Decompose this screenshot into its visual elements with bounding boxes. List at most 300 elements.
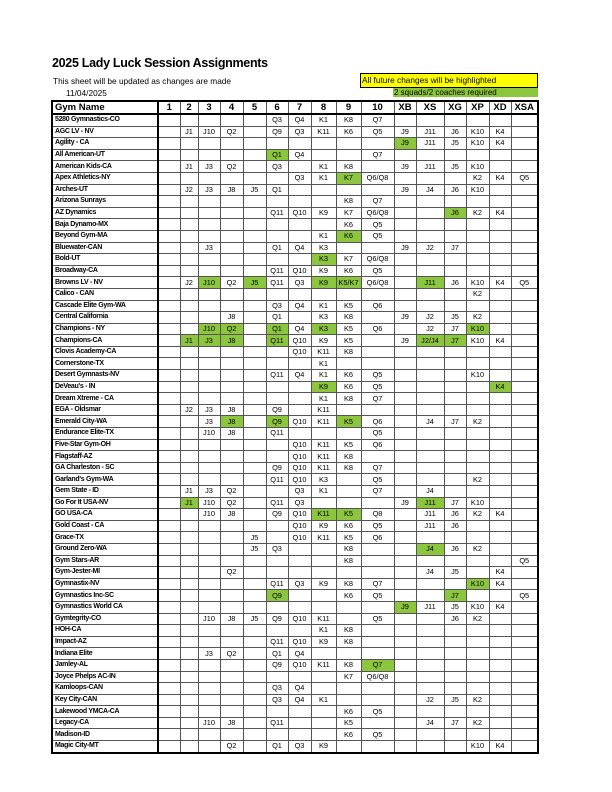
- column-header-xb: XB: [394, 101, 416, 114]
- assignment-cell: K8: [336, 161, 361, 173]
- assignment-cell: K7: [336, 254, 361, 266]
- gym-name: Champions - NY: [52, 323, 158, 335]
- assignment-cell: [511, 207, 538, 219]
- gym-name: Gymtegrity-CO: [52, 613, 158, 625]
- assignment-cell: Q10: [288, 462, 311, 474]
- assignment-cell: [444, 439, 466, 451]
- assignment-cell: K5: [336, 300, 361, 312]
- assignment-cell: [336, 648, 361, 660]
- assignment-cell: [444, 300, 466, 312]
- assignment-cell: [266, 555, 288, 567]
- assignment-cell: [416, 254, 444, 266]
- assignment-cell: K1: [311, 358, 336, 370]
- assignment-cell: [416, 683, 444, 695]
- assignment-cell: [198, 451, 220, 463]
- assignment-cell: [336, 404, 361, 416]
- assignment-cell: [394, 114, 416, 126]
- assignment-cell: [444, 381, 466, 393]
- gym-name: Agility - CA: [52, 138, 158, 150]
- assignment-cell: [511, 312, 538, 324]
- assignment-cell: [489, 497, 511, 509]
- assignment-cell: [511, 625, 538, 637]
- highlighted-assignment-cell: J8: [220, 335, 243, 347]
- assignment-cell: [198, 706, 220, 718]
- assignment-cell: Q11: [266, 277, 288, 289]
- assignment-cell: [266, 254, 288, 266]
- assignment-cell: [220, 346, 243, 358]
- assignment-cell: Q11: [266, 370, 288, 382]
- assignment-cell: [394, 358, 416, 370]
- assignment-cell: Q11: [266, 428, 288, 440]
- assignment-cell: [158, 184, 180, 196]
- column-header-xsa: XSA: [511, 101, 538, 114]
- gym-name: Gym-Jester-MI: [52, 567, 158, 579]
- column-header-1: 1: [158, 101, 180, 114]
- assignment-cell: J6: [444, 543, 466, 555]
- highlighted-assignment-cell: K5/K7: [336, 277, 361, 289]
- assignment-cell: [158, 370, 180, 382]
- assignment-cell: K9: [311, 207, 336, 219]
- assignment-cell: Q2: [220, 497, 243, 509]
- assignment-cell: [416, 451, 444, 463]
- assignment-cell: [489, 184, 511, 196]
- assignment-cell: [511, 230, 538, 242]
- assignment-cell: Q4: [288, 149, 311, 161]
- assignment-cell: [158, 590, 180, 602]
- assignment-cell: [394, 451, 416, 463]
- assignment-cell: [158, 277, 180, 289]
- column-header-xp: XP: [466, 101, 489, 114]
- assignment-cell: [394, 219, 416, 231]
- assignment-cell: [361, 335, 394, 347]
- assignment-cell: [158, 265, 180, 277]
- assignment-cell: [180, 439, 198, 451]
- assignment-cell: K2: [466, 288, 489, 300]
- assignment-cell: K5: [336, 335, 361, 347]
- assignment-cell: [288, 590, 311, 602]
- subtitle: This sheet will be updated as changes are made: [53, 76, 232, 86]
- highlighted-assignment-cell: K3: [311, 254, 336, 266]
- highlighted-assignment-cell: J8: [220, 416, 243, 428]
- assignment-cell: [466, 486, 489, 498]
- assignment-cell: [511, 138, 538, 150]
- assignment-cell: [416, 114, 444, 126]
- assignment-cell: [158, 242, 180, 254]
- assignment-cell: [198, 300, 220, 312]
- highlighted-assignment-cell: Q9: [266, 590, 288, 602]
- assignment-cell: [198, 636, 220, 648]
- assignment-cell: [361, 451, 394, 463]
- assignment-cell: [489, 230, 511, 242]
- assignment-cell: [158, 393, 180, 405]
- assignment-cell: [466, 381, 489, 393]
- assignment-cell: [243, 404, 266, 416]
- assignment-cell: Q9: [266, 613, 288, 625]
- assignment-cell: K8: [336, 625, 361, 637]
- assignment-cell: J8: [220, 404, 243, 416]
- assignment-cell: [416, 196, 444, 208]
- assignment-cell: [466, 451, 489, 463]
- assignment-cell: [361, 358, 394, 370]
- table-row: [52, 416, 538, 428]
- assignment-cell: [444, 578, 466, 590]
- highlighted-assignment-cell: K9: [311, 277, 336, 289]
- assignment-cell: [511, 393, 538, 405]
- assignment-cell: K4: [489, 741, 511, 753]
- column-header-2: 2: [180, 101, 198, 114]
- table-row: [52, 114, 538, 126]
- assignment-cell: [220, 196, 243, 208]
- assignment-cell: [220, 520, 243, 532]
- assignment-cell: [158, 683, 180, 695]
- assignment-cell: J9: [394, 184, 416, 196]
- assignment-cell: [288, 393, 311, 405]
- table-row: [52, 555, 538, 567]
- assignment-cell: [466, 555, 489, 567]
- assignment-cell: [361, 683, 394, 695]
- gym-name: Clovis Academy-CA: [52, 346, 158, 358]
- highlighted-assignment-cell: J4: [416, 543, 444, 555]
- assignment-cell: [243, 486, 266, 498]
- table-row: [52, 300, 538, 312]
- assignment-cell: [511, 300, 538, 312]
- assignment-cell: [198, 439, 220, 451]
- assignment-cell: K6: [336, 126, 361, 138]
- assignment-cell: [158, 509, 180, 521]
- assignment-cell: [336, 288, 361, 300]
- assignment-cell: [394, 532, 416, 544]
- assignment-cell: [220, 625, 243, 637]
- assignment-cell: K4: [489, 126, 511, 138]
- assignment-cell: J11: [416, 601, 444, 613]
- gym-name: Bluewater-CAN: [52, 242, 158, 254]
- assignment-cell: K4: [489, 578, 511, 590]
- gym-name: Broadway-CA: [52, 265, 158, 277]
- assignment-cell: J8: [220, 613, 243, 625]
- assignment-cell: [243, 114, 266, 126]
- assignment-cell: [511, 567, 538, 579]
- assignment-cell: Q4: [288, 114, 311, 126]
- table-row: [52, 230, 538, 242]
- gym-name: Madison-ID: [52, 729, 158, 741]
- assignment-cell: [444, 474, 466, 486]
- assignment-cell: [180, 138, 198, 150]
- assignment-cell: [489, 323, 511, 335]
- gym-name: HOH-CA: [52, 625, 158, 637]
- table-row: [52, 172, 538, 184]
- gym-name: Arches-UT: [52, 184, 158, 196]
- assignment-cell: [489, 149, 511, 161]
- assignment-cell: J9: [394, 126, 416, 138]
- assignment-cell: [444, 659, 466, 671]
- table-row: [52, 393, 538, 405]
- assignment-cell: Q5: [361, 729, 394, 741]
- assignment-cell: [198, 683, 220, 695]
- assignment-cell: [180, 590, 198, 602]
- assignment-cell: K8: [336, 393, 361, 405]
- assignment-cell: [416, 706, 444, 718]
- gym-name: Dream Xtreme - CA: [52, 393, 158, 405]
- gym-name: Indiana Elite: [52, 648, 158, 660]
- assignment-cell: [394, 509, 416, 521]
- assignment-cell: [180, 428, 198, 440]
- assignment-cell: [489, 532, 511, 544]
- assignment-cell: [394, 543, 416, 555]
- assignment-cell: [158, 741, 180, 753]
- assignment-cell: Q3: [266, 114, 288, 126]
- assignment-cell: Q7: [361, 114, 394, 126]
- assignment-cell: [266, 381, 288, 393]
- highlighted-assignment-cell: J11: [416, 497, 444, 509]
- assignment-cell: J2: [416, 694, 444, 706]
- assignment-cell: [394, 207, 416, 219]
- assignment-cell: [180, 625, 198, 637]
- assignment-cell: K10: [466, 277, 489, 289]
- assignment-cell: J5: [243, 543, 266, 555]
- gym-name: Grace-TX: [52, 532, 158, 544]
- assignment-cell: [361, 288, 394, 300]
- assignment-cell: Q10: [288, 439, 311, 451]
- assignment-cell: [220, 381, 243, 393]
- assignment-cell: J3: [198, 242, 220, 254]
- assignment-cell: K6: [336, 729, 361, 741]
- assignment-cell: Q2: [220, 277, 243, 289]
- assignment-cell: [416, 300, 444, 312]
- assignment-cell: [394, 254, 416, 266]
- assignment-cell: [180, 370, 198, 382]
- assignment-cell: J7: [444, 323, 466, 335]
- assignment-cell: J9: [394, 242, 416, 254]
- assignment-cell: [336, 184, 361, 196]
- assignment-cell: Q11: [266, 717, 288, 729]
- assignment-cell: Q5: [361, 520, 394, 532]
- assignment-cell: Q1: [266, 312, 288, 324]
- assignment-cell: [158, 149, 180, 161]
- highlighted-assignment-cell: K5: [336, 416, 361, 428]
- assignment-cell: [288, 428, 311, 440]
- assignment-cell: [466, 265, 489, 277]
- assignment-cell: [180, 300, 198, 312]
- assignment-cell: K8: [336, 462, 361, 474]
- table-row: [52, 161, 538, 173]
- assignment-cell: [266, 671, 288, 683]
- assignment-cell: [394, 277, 416, 289]
- assignment-cell: [158, 567, 180, 579]
- assignment-cell: [489, 636, 511, 648]
- gym-name: Kamloops-CAN: [52, 683, 158, 695]
- assignment-cell: [416, 532, 444, 544]
- assignment-cell: Q5: [511, 172, 538, 184]
- assignment-cell: [198, 346, 220, 358]
- assignment-cell: [220, 636, 243, 648]
- assignment-cell: K10: [466, 497, 489, 509]
- assignment-cell: [511, 462, 538, 474]
- assignment-cell: K11: [311, 659, 336, 671]
- assignment-cell: K4: [489, 509, 511, 521]
- assignment-cell: [311, 497, 336, 509]
- assignment-cell: K2: [466, 474, 489, 486]
- highlighted-assignment-cell: J7: [444, 590, 466, 602]
- assignment-cell: [243, 416, 266, 428]
- assignment-cell: K3: [311, 242, 336, 254]
- assignment-cell: [416, 636, 444, 648]
- highlighted-assignment-cell: K9: [311, 381, 336, 393]
- assignment-cell: [266, 219, 288, 231]
- assignment-cell: J3: [198, 184, 220, 196]
- assignment-cell: [489, 590, 511, 602]
- assignment-cell: [198, 694, 220, 706]
- assignment-cell: [243, 683, 266, 695]
- table-row: [52, 277, 538, 289]
- assignment-cell: [416, 428, 444, 440]
- assignment-cell: [180, 358, 198, 370]
- assignment-cell: [444, 114, 466, 126]
- assignment-cell: [489, 671, 511, 683]
- assignment-cell: [243, 625, 266, 637]
- assignment-cell: [444, 683, 466, 695]
- table-row: [52, 648, 538, 660]
- assignment-cell: [243, 254, 266, 266]
- assignment-cell: [416, 288, 444, 300]
- assignment-cell: [361, 717, 394, 729]
- table-row: [52, 451, 538, 463]
- column-header-xd: XD: [489, 101, 511, 114]
- assignments-table: [51, 100, 539, 754]
- assignment-cell: [466, 114, 489, 126]
- assignment-cell: [180, 230, 198, 242]
- assignment-cell: Q6/Q8: [361, 254, 394, 266]
- assignment-cell: J10: [198, 126, 220, 138]
- assignment-cell: [394, 323, 416, 335]
- assignment-cell: K1: [311, 370, 336, 382]
- assignment-cell: [466, 683, 489, 695]
- assignment-cell: [180, 393, 198, 405]
- assignment-cell: [220, 451, 243, 463]
- assignment-cell: Q2: [220, 126, 243, 138]
- assignment-cell: [180, 254, 198, 266]
- assignment-cell: Q3: [288, 578, 311, 590]
- assignment-cell: [489, 265, 511, 277]
- assignment-cell: Q4: [288, 300, 311, 312]
- assignment-cell: Q5: [361, 219, 394, 231]
- assignment-cell: [220, 358, 243, 370]
- header-row: [52, 101, 538, 114]
- gym-name: Cascade Elite Gym-WA: [52, 300, 158, 312]
- assignment-cell: K10: [466, 601, 489, 613]
- assignment-cell: [243, 242, 266, 254]
- highlighted-assignment-cell: J11: [416, 277, 444, 289]
- assignment-cell: [243, 196, 266, 208]
- column-header-3: 3: [198, 101, 220, 114]
- table-row: [52, 184, 538, 196]
- assignment-cell: [444, 370, 466, 382]
- assignment-cell: [489, 659, 511, 671]
- assignment-cell: [416, 462, 444, 474]
- assignment-cell: [180, 219, 198, 231]
- assignment-cell: [336, 428, 361, 440]
- assignment-cell: [180, 207, 198, 219]
- assignment-cell: K6: [336, 520, 361, 532]
- assignment-cell: [511, 404, 538, 416]
- assignment-cell: J5: [444, 601, 466, 613]
- assignment-cell: [361, 694, 394, 706]
- assignment-cell: [158, 462, 180, 474]
- table-row: [52, 601, 538, 613]
- assignment-cell: Q3: [288, 277, 311, 289]
- assignment-cell: Q3: [288, 497, 311, 509]
- highlighted-assignment-cell: Q11: [266, 335, 288, 347]
- assignment-cell: [416, 358, 444, 370]
- assignment-cell: K1: [311, 300, 336, 312]
- assignment-cell: [158, 613, 180, 625]
- gym-name: GA Charleston - SC: [52, 462, 158, 474]
- assignment-cell: J8: [220, 428, 243, 440]
- assignment-cell: [180, 648, 198, 660]
- column-header-5: 5: [243, 101, 266, 114]
- assignment-cell: [394, 381, 416, 393]
- assignment-cell: K9: [311, 520, 336, 532]
- assignment-cell: [511, 543, 538, 555]
- column-header-gym-name: Gym Name: [52, 101, 158, 114]
- assignment-cell: [180, 636, 198, 648]
- assignment-cell: [511, 358, 538, 370]
- assignment-cell: K8: [336, 114, 361, 126]
- assignment-cell: [288, 706, 311, 718]
- assignment-cell: [466, 625, 489, 637]
- column-header-4: 4: [220, 101, 243, 114]
- assignment-cell: [198, 532, 220, 544]
- assignment-cell: [489, 717, 511, 729]
- highlighted-assignment-cell: J9: [394, 601, 416, 613]
- assignment-cell: [266, 230, 288, 242]
- highlighted-assignment-cell: Q2: [220, 323, 243, 335]
- assignment-cell: [361, 555, 394, 567]
- assignment-cell: [158, 578, 180, 590]
- assignment-cell: [416, 404, 444, 416]
- assignment-cell: [394, 172, 416, 184]
- assignment-cell: [180, 706, 198, 718]
- assignment-cell: [243, 717, 266, 729]
- assignment-cell: [416, 613, 444, 625]
- highlighted-assignment-cell: K3: [311, 323, 336, 335]
- assignment-cell: [198, 520, 220, 532]
- assignment-cell: [416, 265, 444, 277]
- assignment-cell: [394, 613, 416, 625]
- assignment-cell: [220, 242, 243, 254]
- table-row: [52, 741, 538, 753]
- assignment-cell: [266, 486, 288, 498]
- assignment-cell: [444, 358, 466, 370]
- table-row: [52, 346, 538, 358]
- assignment-cell: [220, 578, 243, 590]
- assignment-cell: [489, 254, 511, 266]
- assignment-cell: [444, 265, 466, 277]
- assignment-cell: [158, 219, 180, 231]
- assignment-cell: [180, 717, 198, 729]
- assignment-cell: J3: [198, 486, 220, 498]
- assignment-cell: [466, 729, 489, 741]
- assignment-cell: [220, 683, 243, 695]
- gym-name: Central California: [52, 312, 158, 324]
- assignment-cell: [394, 729, 416, 741]
- assignment-cell: K11: [311, 346, 336, 358]
- assignment-cell: [394, 196, 416, 208]
- assignment-cell: [394, 288, 416, 300]
- assignment-cell: [466, 404, 489, 416]
- assignment-cell: K7: [336, 671, 361, 683]
- assignment-cell: Q7: [361, 149, 394, 161]
- assignment-cell: J3: [198, 648, 220, 660]
